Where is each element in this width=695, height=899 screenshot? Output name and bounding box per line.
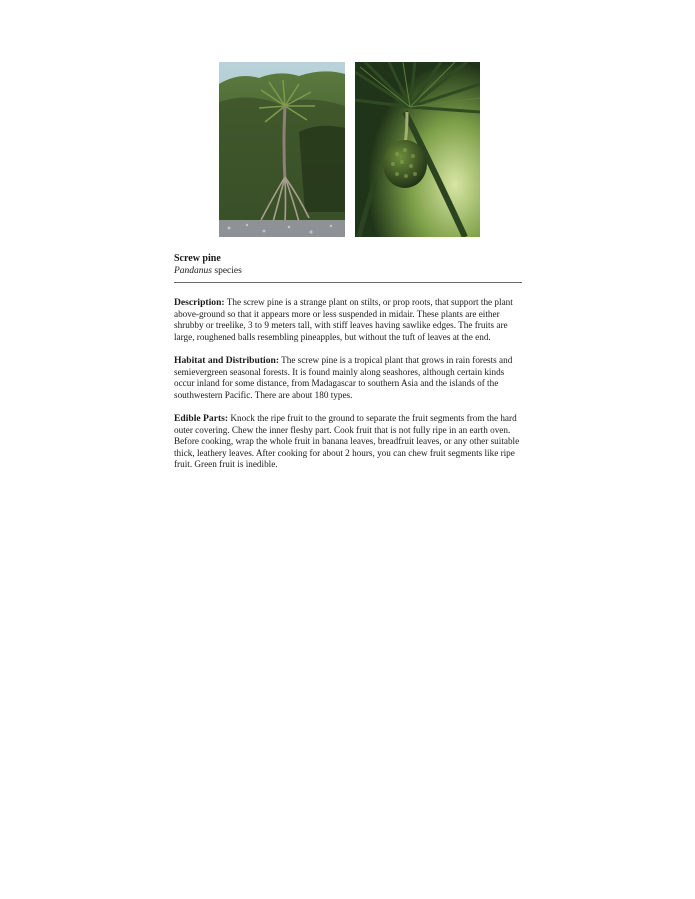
screw-pine-fruit-photo xyxy=(355,62,480,237)
habitat-paragraph xyxy=(174,355,524,401)
description-label: Description: xyxy=(174,297,225,308)
description-paragraph xyxy=(174,297,524,343)
species-word: species xyxy=(212,266,242,276)
screw-pine-tree-photo xyxy=(219,62,345,237)
edible-parts-text: Knock the ripe fruit to the ground to separate the fruit segments from the hard outer covering. Chew the inner fleshy part. Cook fruit that is not fully ripe in an earth oven. Before cooking, wrap the whole fruit in banana leaves, breadfruit leaves, or any other suitable thick, leathery leaves. After cooking for about 2 hours, you can chew fruit segments like ripe fruit. Green fruit is inedible. xyxy=(174,412,520,470)
edible-parts-label: Edible Parts: xyxy=(174,412,229,424)
description-text: The screw pine is a strange plant on stilts, or prop roots, that support the plant above-ground so that it appears more or less suspended in midair. These plants are either shrubby or treelike, 3 to 9 meters tall, with stiff leaves having sawlike edges. The fruits are large, roughened balls resembling pineapples, but without the tuft of leaves at the end. xyxy=(174,297,513,342)
genus-name: Pandanus xyxy=(174,266,212,276)
plant-header xyxy=(174,253,522,277)
plant-common-name: Screw pine xyxy=(174,253,221,264)
plant-body-text xyxy=(174,297,524,483)
edible-parts-paragraph xyxy=(174,413,524,471)
header-divider xyxy=(174,282,522,283)
habitat-text: The screw pine is a tropical plant that grows in rain forests and semievergreen seasonal forests. It is found mainly along seashores, although certain kinds occur inland for some distance, from Madagascar to southern Asia and the islands of the southwestern Pacific. There are about 180 types. xyxy=(174,354,513,400)
plant-scientific-name xyxy=(174,265,522,277)
habitat-label: Habitat and Distribution: xyxy=(174,354,280,366)
